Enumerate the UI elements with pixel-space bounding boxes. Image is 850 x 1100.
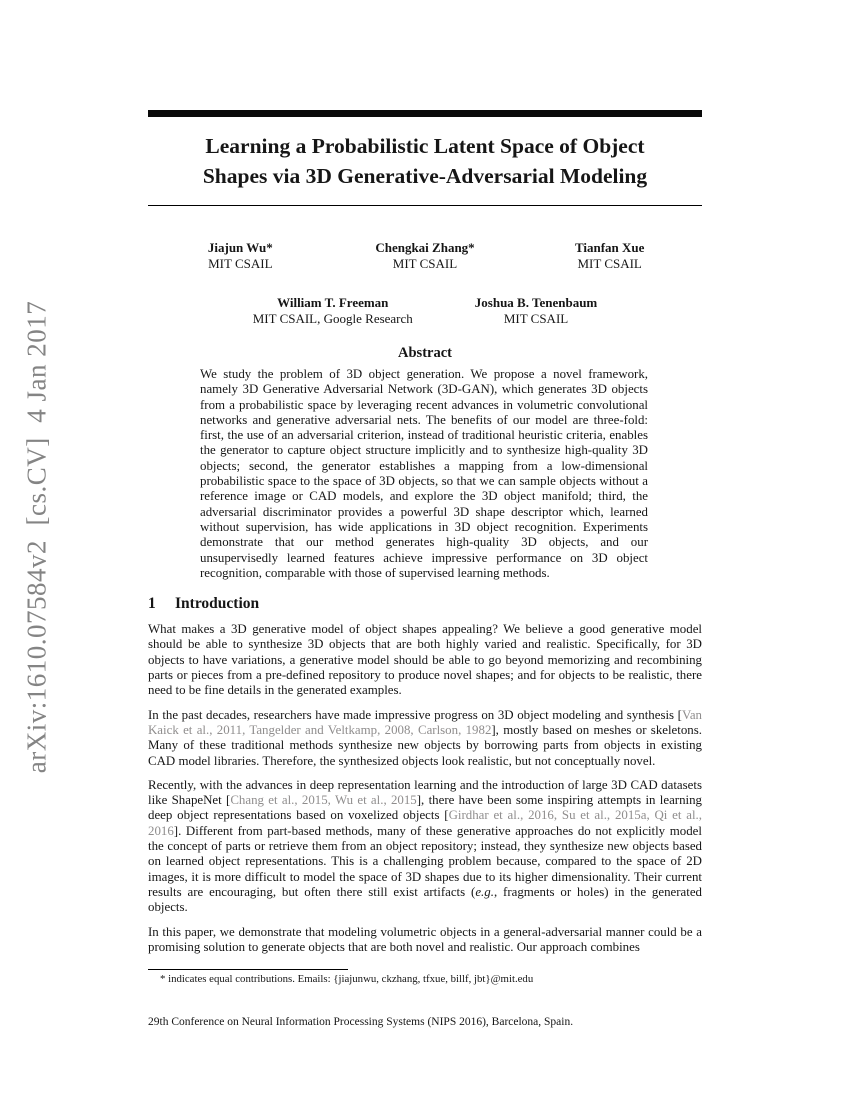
text-run: In the past decades, researchers have made impressive progress on 3D object modeling and synthesis [ [148,707,682,722]
author-name: Jiajun Wu* [207,240,273,255]
author-affiliation: MIT CSAIL [577,256,642,271]
citation: Girdhar et al., 2016, Su et al., 2015a, Qi et al., 2016 [148,808,702,838]
author-name: Joshua B. Tenenbaum [474,295,598,310]
section-number: 1 [148,595,156,613]
italic-text: e.g. [475,884,494,899]
text-run: ], there have been some inspiring attempts in learning deep object representations based on voxelized objects [ [148,793,703,823]
section-heading-introduction [148,595,702,613]
author-block [517,240,702,272]
text-run: ], mostly based on meshes or skeletons. Many of these traditional methods synthesize new objects by borrowing parts from objects in existing CAD model libraries. Therefore, the synthesized objects look realistic, but not conceptually novel. [148,722,702,768]
section-title: Introduction [175,595,260,613]
authors-row-1 [148,240,702,272]
body-paragraph [148,925,702,956]
body-paragraph [148,708,702,769]
citation: Van Kaick et al., 2011, Tangelder and Veltkamp, 2008, Carlson, 1982 [148,707,702,737]
conference-footer: 29th Conference on Neural Information Processing Systems (NIPS 2016), Barcelona, Spain. [148,1016,574,1028]
authors-row-2 [148,295,702,327]
text-run: , fragments or holes) in the generated objects. [148,884,702,915]
text-run: ]. Different from part-based methods, many of these generative approaches do not explicitly model the concept of parts or retrieve them from an object repository; instead, they synthesize new objects based on learned object representations. This is a challenging problem because, compared to the space of 2D images, it is more difficult to model the space of 3D shapes due to its higher dimensionality. Their current results are encouraging, but often there still exist artifacts ( [148,823,702,899]
author-affiliation: MIT CSAIL [503,311,569,326]
author-name: William T. Freeman [277,295,389,310]
paper-content [148,0,702,955]
author-block [253,295,413,327]
introduction-paragraphs [148,622,702,955]
author-name: Chengkai Zhang* [375,240,475,255]
author-block [148,240,333,272]
header-bar [148,110,702,117]
author-name: Tianfan Xue [574,240,645,255]
abstract-heading: Abstract [398,345,452,361]
title-rule [148,205,702,206]
footnote-rule [148,969,348,970]
footnote-block [148,969,702,986]
author-block [475,295,597,327]
text-run: Recently, with the advances in deep representation learning and the introduction of large 3D CAD datasets like ShapeNet [ [148,777,702,808]
text-run: What makes a 3D generative model of object shapes appealing? We believe a good generative model should be able to synthesize 3D objects that are both highly varied and realistic. Specifically, for 3D objects to have variations, a generative model should be able to go beyond memorizing and recombining parts or pieces from a pre-defined repository to produce novel shapes; and for objects to be realistic, there need to be fine details in the generated examples. [148,622,702,698]
author-affiliation: MIT CSAIL [392,256,458,271]
author-affiliation: MIT CSAIL [208,256,273,271]
abstract-text: We study the problem of 3D object generation. We propose a novel framework, namely 3D Generative Adversarial Network (3D-GAN), which generates 3D objects from a probabilistic space by leveraging recent advances in volumetric convolutional networks and generative adversarial nets. The benefits of our model are three-fold: first, the use of an adversarial criterion, instead of traditional heuristic criteria, enables the generator to capture object structure implicitly and to synthesize high-quality 3D objects; second, the generator establishes a mapping from a low-dimensional probabilistic space to the space of 3D objects, so that we can sample objects without a reference image or CAD models, and explore the 3D object manifold; third, the adversarial discriminator provides a powerful 3D shape descriptor which, learned without supervision, has wide applications in 3D object recognition. Experiments demonstrate that our method generates high-quality 3D objects, and our unsupervisedly learned features achieve impressive performance on 3D object recognition, comparable with those of supervised learning methods. [200,367,648,580]
arxiv-banner: arXiv:1610.07584v2 [cs.CV] 4 Jan 2017 [21,300,52,774]
author-block [333,240,518,272]
body-paragraph [148,778,702,916]
footnote-text: * indicates equal contributions. Emails: {jiajunwu, ckzhang, tfxue, billf, jbt}@mit.edu [160,973,534,985]
citation: Chang et al., 2015, Wu et al., 2015 [230,793,417,808]
paper-title [148,131,702,191]
author-affiliation: MIT CSAIL, Google Research [252,311,413,326]
paper-title-line-2: Shapes via 3D Generative-Adversarial Modeling [202,164,648,188]
body-paragraph [148,622,702,698]
paper-title-line-1: Learning a Probabilistic Latent Space of Object [205,134,645,158]
text-run: In this paper, we demonstrate that modeling volumetric objects in a general-adversarial manner could be a promising solution to generate objects that are both novel and realistic. Our approach combines [148,924,702,954]
